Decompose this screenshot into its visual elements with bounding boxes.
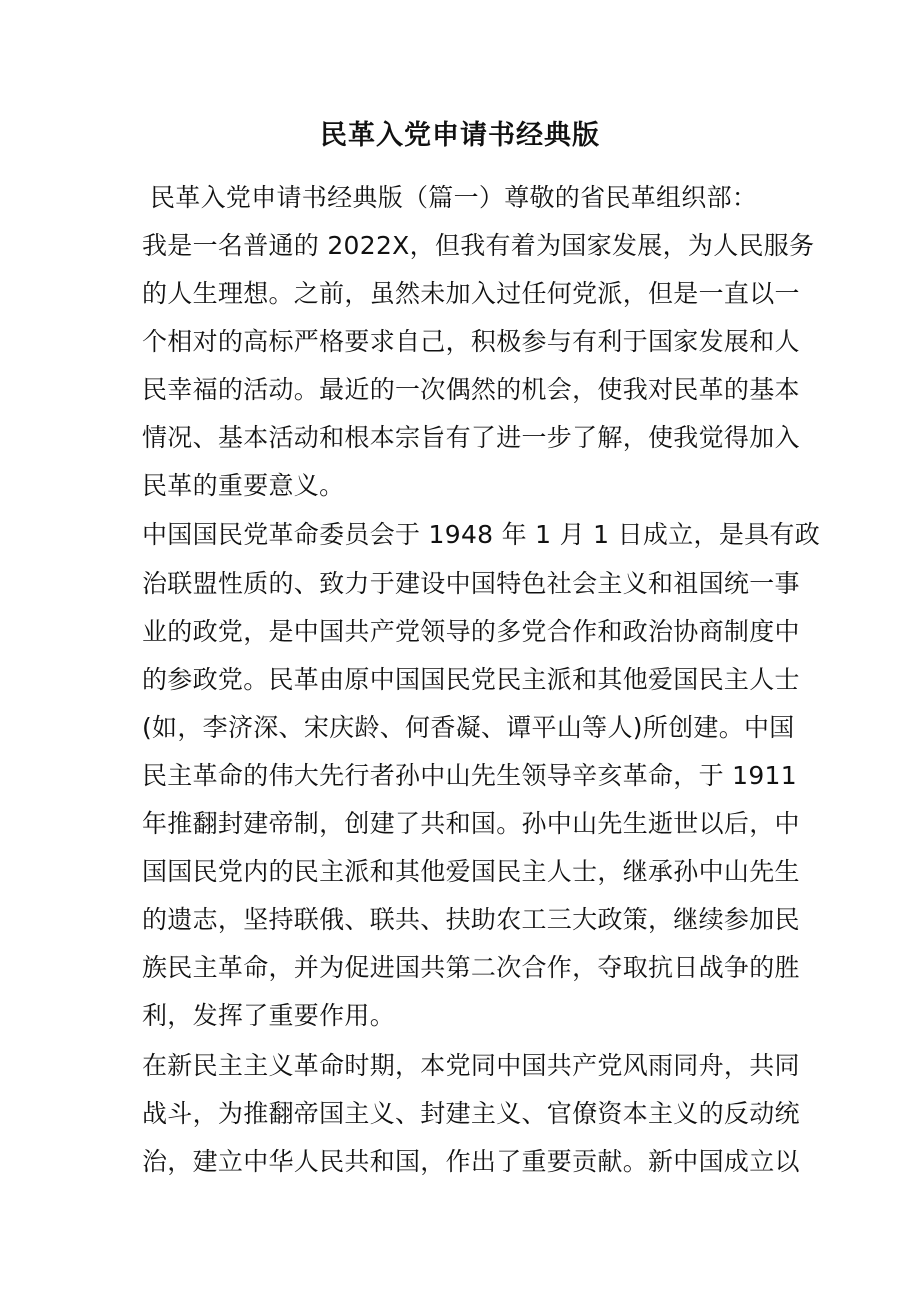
text-line: 治，建立中华人民共和国，作出了重要贡献。新中国成立以 — [142, 1147, 800, 1176]
text-line: 民主革命的伟大先行者孙中山先生领导辛亥革命，于 1911 — [142, 761, 797, 790]
text-line: (如，李济深、宋庆龄、何香凝、谭平山等人)所创建。中国 — [142, 713, 795, 742]
text-line: 民革入党申请书经典版（篇一）尊敬的省民革组织部： — [150, 183, 758, 212]
text-line: 民幸福的活动。最近的一次偶然的机会，使我对民革的基本 — [142, 375, 800, 404]
text-line: 我是一名普通的 2022X，但我有着为国家发展，为人民服务 — [142, 231, 815, 260]
text-line: 的参政党。民革由原中国国民党民主派和其他爱国民主人士 — [142, 665, 800, 694]
text-line: 的人生理想。之前，虽然未加入过任何党派，但是一直以一 — [142, 279, 800, 308]
text-line: 年推翻封建帝制，创建了共和国。孙中山先生逝世以后，中 — [142, 809, 800, 838]
text-line: 在新民主主义革命时期，本党同中国共产党风雨同舟，共同 — [142, 1051, 800, 1080]
text-line: 情况、基本活动和根本宗旨有了进一步了解，使我觉得加入 — [142, 423, 800, 452]
text-line: 的遗志，坚持联俄、联共、扶助农工三大政策，继续参加民 — [142, 905, 800, 934]
text-line: 民革的重要意义。 — [142, 471, 345, 500]
text-line: 业的政党，是中国共产党领导的多党合作和政治协商制度中 — [142, 617, 800, 646]
text-line: 个相对的高标严格要求自己，积极参与有利于国家发展和人 — [142, 327, 800, 356]
text-line: 战斗，为推翻帝国主义、封建主义、官僚资本主义的反动统 — [142, 1099, 800, 1128]
text-line: 利，发挥了重要作用。 — [142, 1001, 396, 1030]
text-line: 族民主革命，并为促进国共第二次合作，夺取抗日战争的胜 — [142, 953, 800, 982]
text-line: 中国国民党革命委员会于 1948 年 1 月 1 日成立，是具有政 — [142, 520, 821, 549]
document-title: 民革入党申请书经典版 — [320, 120, 600, 151]
text-line: 国国民党内的民主派和其他爱国民主人士，继承孙中山先生 — [142, 857, 800, 886]
text-line: 治联盟性质的、致力于建设中国特色社会主义和祖国统一事 — [142, 569, 800, 598]
